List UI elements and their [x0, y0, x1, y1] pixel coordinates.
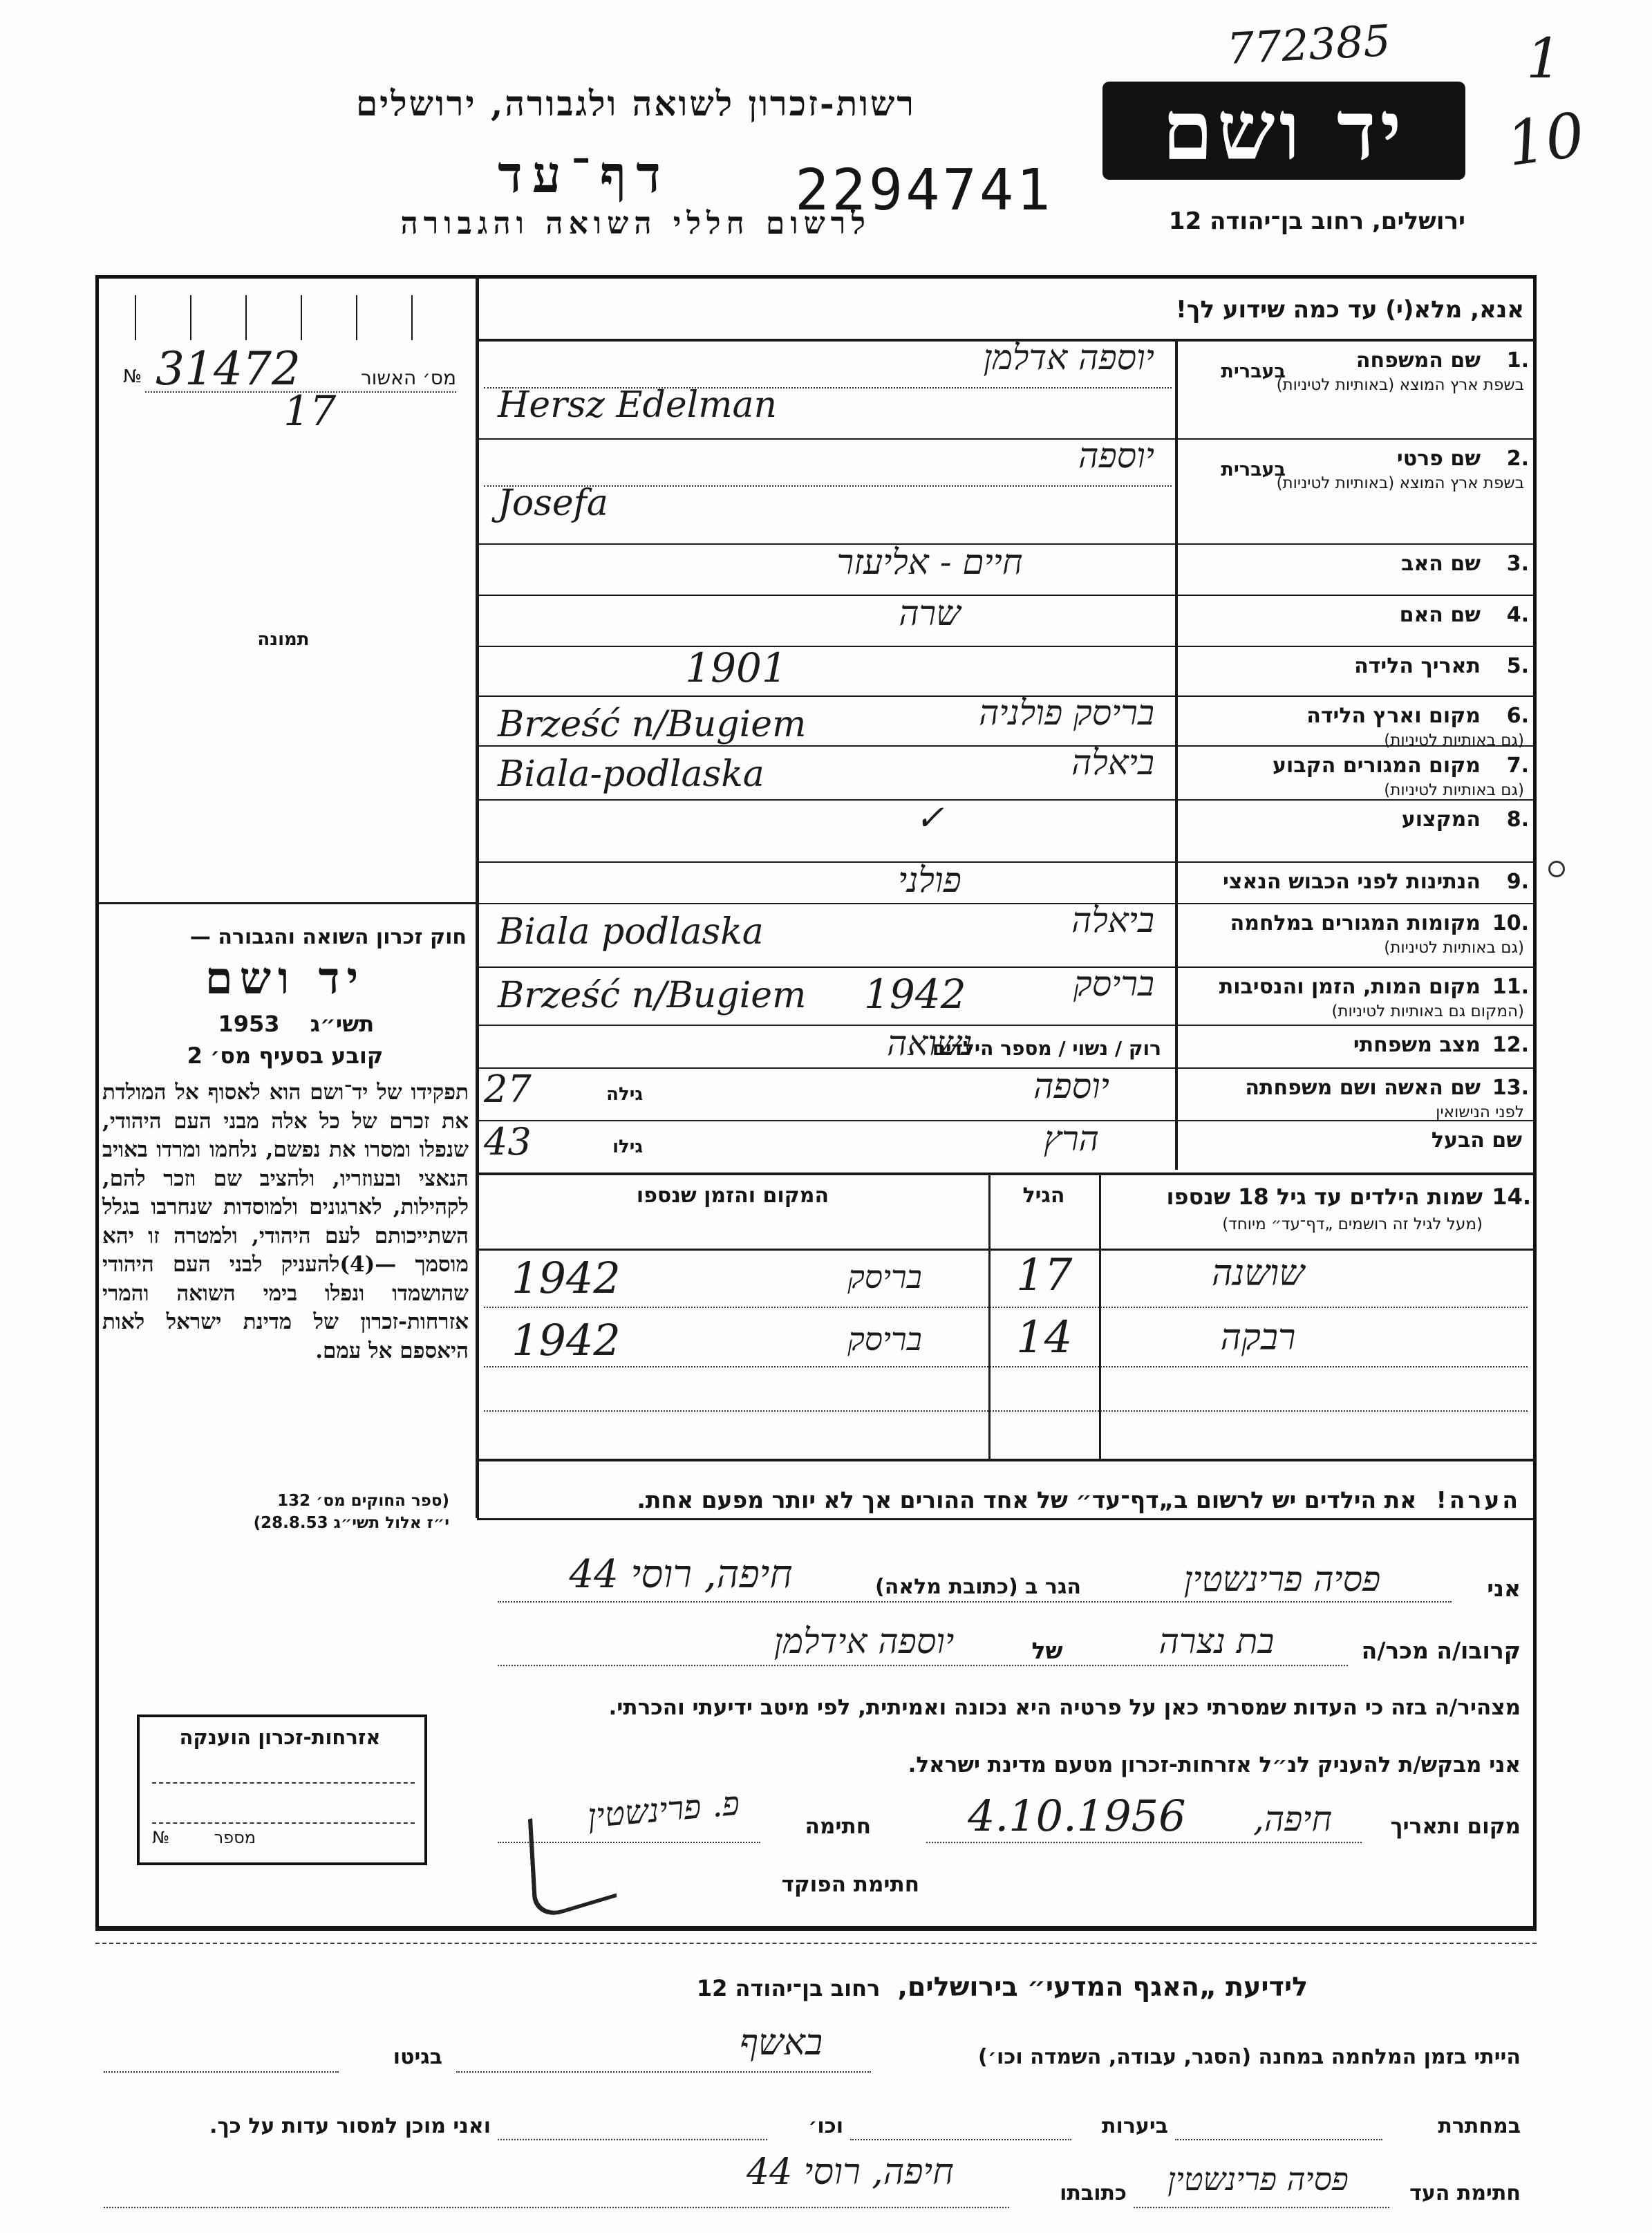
- children-place-header: המקום והזמן שנספו: [636, 1184, 829, 1208]
- field-7-sublabel: (גם באותיות לטיניות): [1384, 781, 1524, 799]
- law-name: יד ושם: [205, 953, 366, 1005]
- field-7-value-latin: Biala-podlaska: [498, 754, 764, 795]
- field-14-label: שם הבעל: [1431, 1128, 1522, 1152]
- field-6-sublabel: (גם באותיות לטיניות): [1384, 731, 1524, 749]
- field-1-number: 1.: [1506, 348, 1529, 373]
- field-11-number: 11.: [1492, 975, 1529, 999]
- child-row-1-line: [484, 1307, 1528, 1308]
- box-line-2: [152, 1822, 415, 1824]
- field-14-value: הרץ: [1044, 1119, 1099, 1159]
- law-reference-1: (ספר החוקים מס׳ 132: [277, 1492, 449, 1510]
- form-number: 2294741: [795, 158, 1053, 223]
- field-2-hebrew-tag: בעברית: [1221, 459, 1286, 480]
- field-14-age-value: 43: [484, 1120, 532, 1164]
- note-text: את הילדים יש לרשום ב„דף־עד״ של אחד ההורים אך לא יותר מפעם אחת.: [637, 1486, 1417, 1513]
- decl-address: חיפה, רוסי 44: [569, 1552, 793, 1597]
- approval-mark: 17: [283, 387, 337, 436]
- footer-witness-label: חתימת העד: [1409, 2181, 1521, 2205]
- child-1-age: 17: [1016, 1250, 1073, 1301]
- field-13-number: 13.: [1492, 1076, 1529, 1100]
- field-2-midline: [484, 485, 1172, 487]
- field-2-sublabel: בשפת ארץ המוצא (באותיות לטיניות): [1276, 474, 1524, 492]
- field-8-number: 8.: [1506, 807, 1529, 832]
- child-2-place: בריסק: [847, 1320, 922, 1358]
- note-bottom-line: [477, 1518, 1534, 1520]
- children-col-1: [988, 1174, 991, 1459]
- place-date-line: [926, 1842, 1362, 1843]
- approval-label: מס׳ האשור: [360, 366, 456, 389]
- date-value: 4.10.1956: [968, 1791, 1186, 1841]
- box-number-label: מספר: [214, 1828, 256, 1847]
- footer-divider: [95, 1927, 1537, 1931]
- field-4-value: שרה: [899, 593, 961, 633]
- field-10-number: 10.: [1492, 911, 1529, 935]
- law-clause: קובע בסעיף מס׳ 2: [187, 1043, 384, 1069]
- field-2-label: שם פרטי: [1396, 447, 1481, 471]
- field-9-number: 9.: [1506, 870, 1529, 894]
- signature-value: פ. פרינשטין: [585, 1784, 742, 1836]
- field-7-value-hebrew: ביאלה: [1071, 742, 1154, 783]
- decl-statement: מצהיר/ה בזה כי העדות שמסרתי כאן על פרטיה היא נכונה ואמיתית, לפי מיטב ידיעתי והכרתי.: [608, 1695, 1521, 1720]
- field-7-number: 7.: [1506, 754, 1529, 778]
- children-num: 14.: [1492, 1184, 1531, 1210]
- child-row-2-line: [484, 1366, 1528, 1367]
- footer-address-value: חיפה, רוסי 44: [747, 2151, 954, 2193]
- form-subtitle: לרשום חללי השואה והגבורה: [400, 206, 871, 241]
- child-1-name: שושנה: [1211, 1253, 1305, 1294]
- field-8-value: ✓: [915, 798, 944, 838]
- decl-victim-name: יוספה אידלמן: [773, 1621, 955, 1661]
- field-11-value-hebrew: בריסק: [1073, 964, 1154, 1004]
- footer-witness-line: [1134, 2207, 1389, 2208]
- footer-address-line: [104, 2207, 1009, 2208]
- photo-label: תמונה: [257, 629, 310, 650]
- instruction-text: אנא, מלא(י) עד כמה שידוע לך!: [1176, 296, 1524, 324]
- field-13-age-label: גילה: [606, 1084, 643, 1105]
- decl-pre: אני: [1487, 1575, 1521, 1602]
- decl-of-label: של: [1031, 1637, 1063, 1664]
- field-9-value: פולני: [898, 860, 961, 900]
- child-1-year: 1942: [511, 1253, 621, 1303]
- field-1-value-hebrew: יוספה אדלמן: [983, 337, 1154, 377]
- decl-line-2: [498, 1665, 1348, 1666]
- corner-mark: 1: [1526, 26, 1561, 91]
- field-2-value-hebrew: יוספה: [1078, 436, 1154, 476]
- decl-line-1: [498, 1601, 1452, 1603]
- decl-name: פסיה פרינשטין: [1183, 1559, 1381, 1599]
- footer-underground-line: [1175, 2139, 1382, 2140]
- field-12-number: 12.: [1492, 1033, 1529, 1057]
- decl-relation: בת נצרה: [1158, 1621, 1275, 1661]
- punch-hole: [1548, 861, 1565, 877]
- footer-forests-line: [850, 2139, 1071, 2140]
- field-12-label: מצב משפחתי: [1353, 1033, 1481, 1057]
- child-row-3-line: [484, 1410, 1528, 1412]
- field-5-value: 1901: [685, 644, 787, 691]
- footer-witness-sig: פסיה פרינשטין: [1167, 2160, 1349, 2198]
- field-13-age-value: 27: [484, 1067, 532, 1111]
- decl-address-label: הגר ב (כתובת מלאה): [874, 1575, 1081, 1599]
- field-1-midline: [484, 387, 1172, 389]
- children-top-line: [477, 1172, 1534, 1175]
- form-title: דף־עד: [498, 145, 670, 205]
- footer-camp-label: הייתי בזמן המלחמה במחנה (הסגר, עבודה, השמדה וכו׳): [978, 2045, 1521, 2069]
- child-2-age: 14: [1016, 1312, 1073, 1363]
- law-top-line: [97, 902, 477, 904]
- field-2-number: 2.: [1506, 447, 1529, 471]
- footer-underground-label: במחתרת: [1438, 2114, 1521, 2138]
- place-value: חיפה,: [1252, 1799, 1333, 1839]
- archive-number: 772385: [1226, 15, 1392, 75]
- authority-name: רשות-זכרון לשואה ולגבורה, ירושלים: [355, 83, 916, 124]
- field-13-label: שם האשה ושם משפחתה: [1245, 1076, 1481, 1100]
- approval-no-prefix: №: [123, 366, 142, 387]
- footer-etc-line: [498, 2139, 767, 2140]
- field-10-value-latin: Biala podlaska: [498, 911, 764, 953]
- field-4-label: שם האם: [1399, 603, 1481, 627]
- field-8-label: המקצוע: [1401, 807, 1481, 832]
- box-line-1: [152, 1782, 415, 1784]
- field-2-value-latin: Josefa: [498, 483, 608, 524]
- law-year: 1953: [218, 1011, 280, 1037]
- box-number-prefix: №: [152, 1828, 169, 1847]
- field-12-options: רוק / נשוי / מספר הילדים: [932, 1037, 1161, 1060]
- footer-address-label: כתובתו: [1060, 2181, 1127, 2205]
- footer-camp-value: באשף: [739, 2022, 823, 2064]
- footer-heading: לידיעת „האגף המדעי״ בירושלים,: [897, 1972, 1308, 2002]
- law-heading: חוק זכרון השואה והגבורה —: [189, 925, 467, 949]
- field-11-label: מקום המות, הזמן והנסיבות: [1219, 975, 1481, 999]
- field-11-sublabel: (המקום גם באותיות לטיניות): [1331, 1002, 1524, 1020]
- children-age-header: הגיל: [1022, 1184, 1065, 1208]
- logo-text: יד ושם: [1162, 82, 1406, 178]
- field-3-number: 3.: [1506, 552, 1529, 576]
- field-1-label: שם המשפחה: [1355, 348, 1481, 373]
- decl-request: אני מבקש/ת להעניק לנ״ל אזרחות-זכרון מטעם מדינת ישראל.: [908, 1753, 1521, 1777]
- field-3-value: חיים - אליעזר: [836, 542, 1023, 582]
- yad-vashem-logo: [1102, 82, 1465, 180]
- field-10-label: מקומות המגורים במלחמה: [1230, 911, 1481, 935]
- sidebar-divider: [476, 275, 479, 1518]
- child-2-year: 1942: [511, 1315, 621, 1365]
- note-top-line: [477, 1459, 1534, 1461]
- footer-heading-row: [484, 1972, 1521, 2002]
- address-header: ירושלים, רחוב בן־יהודה 12: [1168, 207, 1465, 235]
- field-11-value-latin: Brześć n/Bugiem: [498, 975, 807, 1016]
- field-14-age-label: גילו: [612, 1137, 643, 1157]
- field-1-hebrew-tag: בעברית: [1221, 361, 1286, 382]
- place-date-label: מקום ותאריך: [1390, 1814, 1521, 1839]
- footer-address: רחוב בן־יהודה 12: [696, 1975, 881, 2001]
- decl-relation-label: קרובו/ה מכר/ה: [1361, 1637, 1521, 1664]
- field-9-label: הנתינות לפני הכבוש הנאצי: [1223, 870, 1481, 894]
- footer-camp-line: [456, 2071, 871, 2073]
- law-reference-2: י״ז אלול תשי״ג 28.8.53): [253, 1514, 449, 1532]
- field-1-value-latin: Hersz Edelman: [498, 384, 778, 426]
- note-text-row: [484, 1486, 1521, 1513]
- field-6-number: 6.: [1506, 704, 1529, 728]
- children-header-line: [477, 1249, 1534, 1251]
- note-label: הערה!: [1436, 1486, 1521, 1513]
- field-12-value: נשואה: [887, 1023, 973, 1063]
- footer-ghetto-line: [104, 2071, 339, 2073]
- corner-mark-2: 10: [1502, 98, 1589, 180]
- officer-signature-label: חתימת הפוקד: [781, 1872, 919, 1897]
- footer-etc-label: וכו׳: [808, 2114, 843, 2138]
- field-6-label: מקום וארץ הלידה: [1306, 704, 1481, 728]
- child-2-name: רבקה: [1220, 1317, 1296, 1358]
- approval-number: 31472: [156, 342, 301, 395]
- children-label: שמות הילדים עד גיל 18 שנספו: [1166, 1184, 1483, 1210]
- children-sub: (מעל לגיל זה רושמים „דף־עד״ מיוחד): [1222, 1215, 1483, 1233]
- field-11-value-year: 1942: [864, 971, 966, 1018]
- child-1-place: בריסק: [847, 1258, 922, 1296]
- law-year-heb: תשי״ג: [310, 1011, 375, 1037]
- field-7-label: מקום המגורים הקבוע: [1273, 754, 1481, 778]
- signature-label: חתימה: [805, 1814, 871, 1839]
- footer-forests-label: ביערות: [1102, 2114, 1168, 2138]
- field-6-value-hebrew: בריסק פולניה: [979, 693, 1154, 733]
- field-13-value: יוספה: [1033, 1066, 1109, 1106]
- field-5-number: 5.: [1506, 654, 1529, 678]
- label-column-divider: [1175, 340, 1178, 1170]
- field-10-sublabel: (גם באותיות לטיניות): [1384, 939, 1524, 957]
- field-1-sublabel: בשפת ארץ המוצא (באותיות לטיניות): [1276, 376, 1524, 394]
- field-3-label: שם האב: [1401, 552, 1481, 576]
- sidebar-ticks: [97, 278, 473, 340]
- field-4-number: 4.: [1506, 603, 1529, 627]
- footer-testimony-text: ואני מוכן למסור עדות על כך.: [209, 2114, 491, 2138]
- law-text: תפקידו של יד־ושם הוא לאסוף אל המולדת את זכרם של כל אלה מבני העם היהודי, שנפלו ומסרו את נפשם, נלחמו ומרדו באויב הנאצי ובעוזריו, ולהציב שם וזכר להם, לקהילות, לארגונים ולמוסדות שנחרבו בגלל השתייכותם לעם היהודי, ולמטרה זו יהא מוסמך —(4)להעניק לבני העם היהודי שהושמדו ונפלו בימי השואה והמרי אזרחות-זכרון של מדינת ישראל לאות היאספם אל עמם.: [102, 1080, 469, 1363]
- citizenship-box-title: אזרחות-זכרון הוענקה: [179, 1726, 381, 1749]
- field-13-sublabel: לפני הנישואין: [1436, 1103, 1524, 1121]
- field-10-value-hebrew: ביאלה: [1071, 900, 1154, 940]
- field-6-value-latin: Brześć n/Bugiem: [498, 704, 807, 745]
- footer-dash-1: [95, 1943, 1537, 1944]
- children-col-2: [1099, 1174, 1101, 1459]
- field-5-label: תאריך הלידה: [1354, 654, 1481, 678]
- footer-ghetto-label: בגיטו: [393, 2045, 442, 2069]
